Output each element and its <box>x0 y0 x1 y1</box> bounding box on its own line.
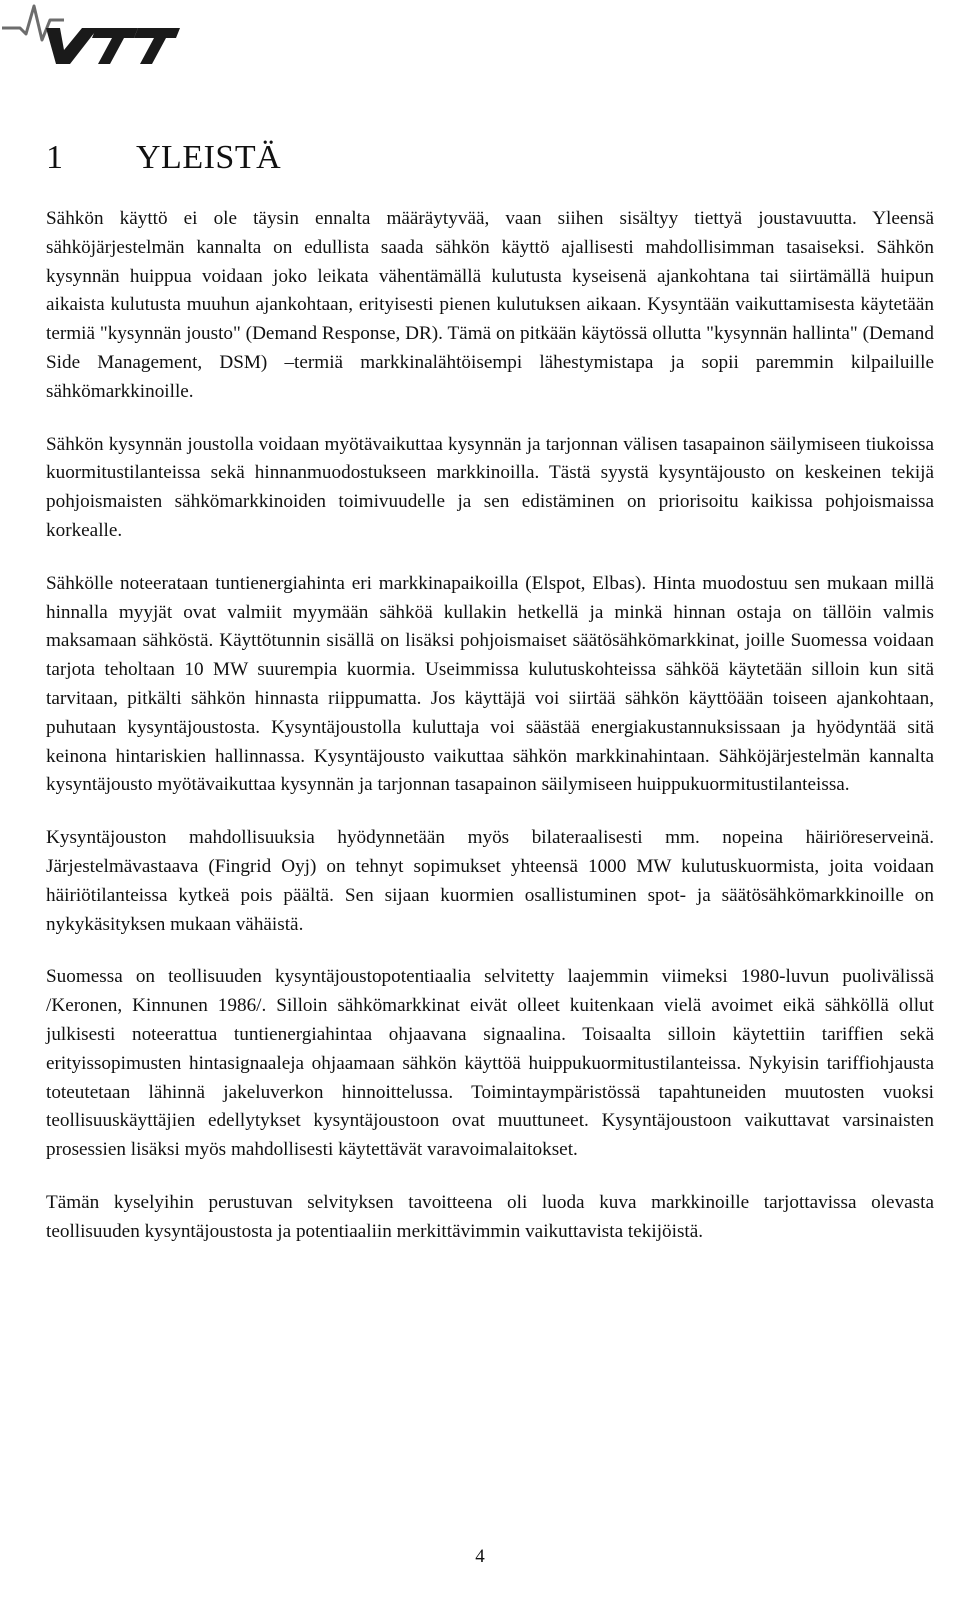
body-text <box>46 205 934 1271</box>
section-number: 1 <box>46 139 64 176</box>
paragraph-3: Sähkölle noteerataan tuntienergiahinta eri markkinapaikoilla (Elspot, Elbas). Hinta muodostuu sen mukaan millä hinnalla myyjät ovat valmiit myymään sähköä kullakin hetkellä ja minkä hinnan ostaja on tällöin valmis maksamaan sähköstä. Käyttötunnin sisällä on lisäksi pohjoismaiset säätösähkömarkkinat, joille Suomessa voidaan tarjota teholtaan 10 MW suurempia kuormia. Useimmissa kulutuskohteissa sähköä käytetään silloin kun sitä tarvitaan, pitkälti sähkön hinnasta riippumatta. Jos käyttäjä voi siirtää sähkön käyttöään toiseen ajankohtaan, puhutaan kysyntäjoustosta. Kysyntäjoustolla kuluttaja voi säästää energiakustannuksissaan ja hyödyntää sitä keinona hintariskien hallinnassa. Kysyntäjousto vaikuttaa sähkön markkinahintaan. Sähköjärjestelmän kannalta kysyntäjousto myötävaikuttaa kysynnän ja tarjonnan tasapainon säilymiseen huippukuormitustilanteissa. <box>46 572 934 796</box>
paragraph-5: Suomessa on teollisuuden kysyntäjoustopotentiaalia selvitetty laajemmin viimeksi 1980-luvun puolivälissä /Keronen, Kinnunen 1986/. Silloin sähkömarkkinat eivät olleet kuitenkaan vielä avoimet eikä sähköllä ollut julkisesti noteerattua tuntienergiahintaa ohjaavana signaalina. Toisaalta silloin käytettiin tariffien sekä erityissopimusten hintasignaaleja ohjaamaan sähkön käyttöä huippukuormitustilanteissa. Nykyisin tariffiohjausta toteutetaan lähinnä jakeluverkon hinnoittelussa. Toimintaympäristössä tapahtuneiden muutosten vuoksi teollisuuskäyttäjien edellytykset kysyntäjoustoon ovat muuttuneet. Kysyntäjoustoon vaikuttavat varsinaisten prosessien lisäksi myös mahdollisesti käytettävät varavoimalaitokset. <box>46 966 934 1161</box>
paragraph-4: Kysyntäjouston mahdollisuuksia hyödynnetään myös bilateraalisesti mm. nopeina häiriöreserveinä. Järjestelmävastaava (Fingrid Oyj) on tehnyt sopimukset yhteensä 1000 MW kulutuskuormista, joita voidaan häiriötilanteissa kytkeä pois päältä. Sen sijaan kuormien osallistuminen spot- ja säätösähkömarkkinoille on nykykäsityksen mukaan vähäistä. <box>46 827 934 935</box>
vtt-logo-graphic <box>0 0 190 72</box>
paragraph-2: Sähkön kysynnän joustolla voidaan myötävaikuttaa kysynnän ja tarjonnan välisen tasapainon säilymiseen tiukoissa kuormitustilanteissa sekä hinnanmuodostukseen markkinoilla. Tästä syystä kysyntäjousto on keskeinen tekijä pohjoismaisten sähkömarkkinoiden toimivuudelle ja sen edistäminen on priorisoitu kaikissa pohjoismaissa korkealle. <box>46 433 934 541</box>
paragraph-1: Sähkön käyttö ei ole täysin ennalta määräytyvää, vaan siihen sisältyy tiettyä joustavuutta. Yleensä sähköjärjestelmän kannalta on edullista saada sähkön käyttö ajallisesti mahdollisimman tasaiseksi. Sähkön kysynnän huippua voidaan joko leikata vähentämällä kulutusta kyseisenä ajankohtana tai siirtämällä huipun aikaista kulutusta muuhun ajankohtaan, erityisesti pienen kulutuksen aikaan. Kysyntään vaikuttamisesta käytetään termiä "kysynnän jousto" (Demand Response, DR). Tämä on pitkään käytössä ollutta "kysynnän hallinta" (Demand Side Management, DSM) –termiä markkinalähtöisempi lähestymistapa ja sopii paremmin kilpailuille sähkömarkkinoille. <box>46 208 934 402</box>
paragraph-6: Tämän kyselyihin perustuvan selvityksen tavoitteena oli luoda kuva markkinoille tarjottavissa olevasta teollisuuden kysyntäjoustosta ja potentiaaliin merkittävimmin vaikuttavista tekijöistä. <box>46 1191 934 1242</box>
section-heading <box>46 138 281 178</box>
page-number: 4 <box>475 1546 485 1567</box>
vtt-logo <box>0 0 190 72</box>
section-title: YLEISTÄ <box>136 139 282 176</box>
